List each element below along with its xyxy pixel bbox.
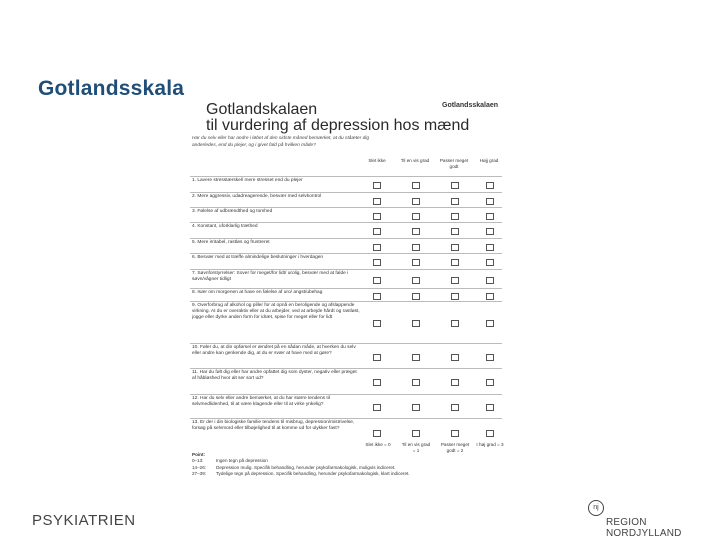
answer-checkbox[interactable]	[373, 277, 381, 284]
answer-checkbox[interactable]	[373, 354, 381, 361]
answer-checkbox[interactable]	[373, 182, 381, 189]
questionnaire-row	[190, 343, 502, 368]
answer-checkbox[interactable]	[451, 404, 459, 411]
column-headers	[190, 158, 530, 178]
answer-checkbox[interactable]	[412, 213, 420, 220]
column-header: Passer meget godt	[439, 158, 469, 169]
points-range: 27–39:	[192, 471, 207, 477]
question-text: 7. Søvnforstyrrelser: Sover for meget/for lidt/ urolig, besvær med at falde i søvn/vågner tidligt	[192, 271, 349, 283]
answer-checkbox[interactable]	[373, 379, 381, 386]
heading-line-1: Gotlandskalaen	[206, 101, 318, 118]
questionnaire-row	[190, 269, 502, 288]
scanned-questionnaire	[190, 100, 530, 488]
answer-checkbox[interactable]	[451, 430, 459, 437]
answer-checkbox[interactable]	[451, 354, 459, 361]
answer-checkbox[interactable]	[451, 320, 459, 327]
answer-checkbox[interactable]	[412, 198, 420, 205]
question-text: 5. Mere irritabel, rastløs og frustreret	[192, 240, 270, 245]
question-text: 4. Konstant, uforklarlig træthed	[192, 224, 258, 229]
answer-checkbox[interactable]	[486, 320, 494, 327]
answer-checkbox[interactable]	[373, 430, 381, 437]
answer-checkbox[interactable]	[451, 213, 459, 220]
answer-checkbox[interactable]	[486, 244, 494, 251]
answer-checkbox[interactable]	[451, 228, 459, 235]
question-text: 10. Føler du, at din opførsel er ændret på en sådan måde, at hverken du selv eller andre kan genkende dig, at du er svær at have med at gøre?	[192, 345, 356, 357]
question-text: 6. Besvær med at træffe almindelige beslutninger i hverdagen	[192, 255, 324, 260]
points-row	[192, 471, 512, 477]
points-range: 14–26:	[192, 464, 207, 470]
answer-checkbox[interactable]	[486, 213, 494, 220]
question-text: 11. Har du følt dig eller har andre opfattet dig som dyster, negativ eller præget af håbløshed hvor alt ser sort ud?	[192, 370, 357, 382]
questionnaire-row	[190, 192, 502, 207]
points-legend	[192, 452, 512, 478]
questionnaire-row	[190, 368, 502, 394]
question-text: 1. Lavere stresstærskel/ mere stresset end du plejer	[192, 178, 303, 183]
answer-checkbox[interactable]	[486, 182, 494, 189]
score-column: Slet ikke = 0	[365, 442, 391, 447]
questionnaire-row	[190, 301, 502, 343]
score-column: Til en vis grad = 1	[401, 442, 431, 453]
answer-checkbox[interactable]	[451, 259, 459, 266]
answer-checkbox[interactable]	[451, 182, 459, 189]
answer-checkbox[interactable]	[451, 244, 459, 251]
question-text: 2. Mere aggressiv, udadreagerende, besvær med selvkontrol	[192, 194, 322, 199]
psykiatrien-logo-text: PSYKIATRIEN	[32, 512, 136, 529]
questionnaire-row	[190, 176, 502, 192]
answer-checkbox[interactable]	[486, 430, 494, 437]
answer-checkbox[interactable]	[412, 182, 420, 189]
answer-checkbox[interactable]	[412, 430, 420, 437]
answer-checkbox[interactable]	[373, 213, 381, 220]
questionnaire-row	[190, 288, 502, 301]
answer-checkbox[interactable]	[486, 379, 494, 386]
answer-checkbox[interactable]	[373, 228, 381, 235]
slide-title: Gotlandsskala	[38, 77, 185, 100]
answer-checkbox[interactable]	[486, 293, 494, 300]
points-label: Point:	[192, 452, 206, 457]
answer-checkbox[interactable]	[412, 320, 420, 327]
answer-checkbox[interactable]	[486, 277, 494, 284]
column-header: Til en vis grad	[400, 158, 430, 163]
score-column: I høj grad = 3	[476, 442, 504, 447]
questionnaire-row	[190, 222, 502, 238]
questionnaire-row	[190, 253, 502, 269]
answer-checkbox[interactable]	[486, 228, 494, 235]
answer-checkbox[interactable]	[412, 354, 420, 361]
answer-checkbox[interactable]	[451, 293, 459, 300]
answer-checkbox[interactable]	[412, 228, 420, 235]
answer-checkbox[interactable]	[373, 198, 381, 205]
points-text: Depression mulig. Specifik behandling, herunder psykofarmakologisk, muligvis indiceret.	[216, 464, 396, 470]
answer-checkbox[interactable]	[373, 244, 381, 251]
answer-checkbox[interactable]	[412, 379, 420, 386]
answer-checkbox[interactable]	[412, 244, 420, 251]
answer-checkbox[interactable]	[412, 293, 420, 300]
document-heading	[206, 102, 469, 134]
answer-checkbox[interactable]	[486, 354, 494, 361]
column-header: Højj grad	[479, 158, 499, 163]
answer-checkbox[interactable]	[451, 277, 459, 284]
answer-checkbox[interactable]	[412, 277, 420, 284]
answer-checkbox[interactable]	[373, 293, 381, 300]
answer-checkbox[interactable]	[373, 404, 381, 411]
points-text: Ingen tegn på depression	[216, 458, 268, 464]
region-logo-icon: nj	[588, 500, 604, 516]
points-range: 0–13:	[192, 458, 204, 464]
answer-checkbox[interactable]	[412, 259, 420, 266]
answer-checkbox[interactable]	[486, 259, 494, 266]
answer-checkbox[interactable]	[486, 198, 494, 205]
instruction-text: Har du selv eller har andre i løbet af den sidste måned bemærket, at du ståæter dig anderledes, end du plejer, og i givet fald på hvilken måde?	[192, 136, 370, 148]
question-text: 3. Følelse af udbrændthed og tomhed	[192, 209, 273, 214]
answer-checkbox[interactable]	[373, 259, 381, 266]
answer-checkbox[interactable]	[451, 198, 459, 205]
questionnaire-row	[190, 207, 502, 222]
question-text: 13. Er der i din biologiske familie tendens til misbrug, depression/mistrivelse, forsøg på selvmord eller tilbøjelighed til at komme ud for ulykker fast?	[192, 420, 355, 432]
answer-checkbox[interactable]	[451, 379, 459, 386]
points-text: Tydelige tegn på depression. Specifik behandling, herunder psykofarmakologisk, klart indiceret.	[216, 471, 410, 477]
question-text: 8. Især om morgenen at have en følelse af uro/ angst/ubehag	[192, 290, 323, 295]
answer-checkbox[interactable]	[412, 404, 420, 411]
questionnaire-row	[190, 238, 502, 253]
questionnaire-row	[190, 394, 502, 418]
question-text: 9. Overforbrug af alkohol og piller for at opnå en beroligende og afslappende virkning. At du er overaktiv eller at du arbejder, ved at arbejde hårdt og rastløst, jogge eller dyrke anden form for idræt, spise for meget eller for lidt	[192, 303, 360, 321]
region-nordjylland-text: REGION NORDJYLLAND	[606, 517, 682, 539]
answer-checkbox[interactable]	[373, 320, 381, 327]
column-header: Slet ikke	[368, 158, 386, 163]
corner-label: Gotlandsskalaen	[442, 102, 499, 109]
heading-line-2: til vurdering af depression hos mænd	[206, 117, 470, 134]
score-column: Passer meget godt = 2	[440, 442, 470, 453]
question-text: 12. Har du selv eller andre bemærket, at du har større tendens til selvmedlidenhed, til at være klagende eller til at virke ynkelig?	[192, 396, 330, 408]
answer-checkbox[interactable]	[486, 404, 494, 411]
